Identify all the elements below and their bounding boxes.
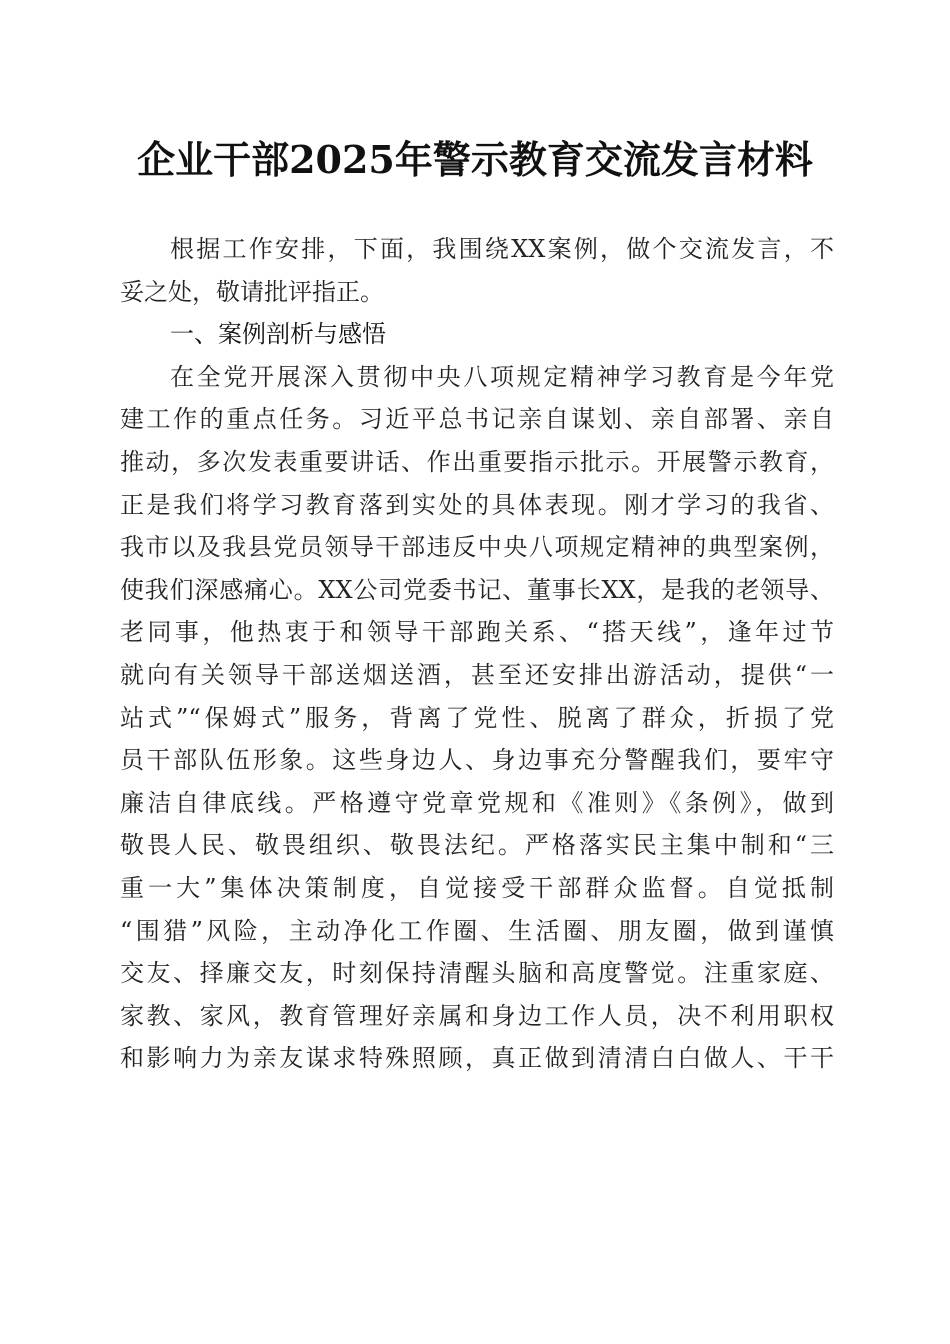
paragraph-line: 员干部队伍形象。这些身边人、身边事充分警醒我们，要牢守 — [120, 746, 834, 775]
paragraph-line: 家教、家风，教育管理好亲属和身边工作人员，决不利用职权 — [120, 1001, 834, 1030]
paragraph-line: 我市以及我县党员领导干部违反中央八项规定精神的典型案例， — [120, 533, 834, 562]
paragraph-line: 廉洁自律底线。严格遵守党章党规和《准则》《条例》，做到 — [120, 788, 834, 817]
paragraph-line: 和影响力为亲友谋求特殊照顾，真正做到清清白白做人、干干 — [120, 1044, 834, 1073]
paragraph-line: “围猎”风险，主动净化工作圈、生活圈、朋友圈，做到谨慎 — [120, 916, 834, 945]
paragraph-line: 就向有关领导干部送烟送酒，甚至还安排出游活动，提供“一 — [120, 660, 834, 689]
paragraph-line: 在全党开展深入贯彻中央八项规定精神学习教育是今年党 — [170, 362, 834, 391]
paragraph-line: 推动，多次发表重要讲话、作出重要指示批示。开展警示教育， — [120, 447, 834, 476]
paragraph-line: 建工作的重点任务。习近平总书记亲自谋划、亲自部署、亲自 — [120, 405, 834, 434]
document-body — [120, 228, 834, 1080]
paragraph-line: 根据工作安排，下面，我围绕XX案例，做个交流发言，不 — [170, 235, 834, 263]
paragraph-line: 老同事，他热衷于和领导干部跑关系、“搭天线”，逢年过节 — [120, 618, 834, 647]
paragraph-line: 使我们深感痛心。XX公司党委书记、董事长XX，是我的老领导、 — [120, 575, 834, 604]
section-heading: 一、案例剖析与感悟 — [170, 320, 386, 349]
paragraph-line: 敬畏人民、敬畏组织、敬畏法纪。严格落实民主集中制和“三 — [120, 831, 834, 860]
document-title: 企业干部2025年警示教育交流发言材料 — [137, 137, 813, 182]
paragraph-line: 站式”“保姆式”服务，背离了党性、脱离了群众，折损了党 — [120, 703, 834, 732]
paragraph-line: 妥之处，敬请批评指正。 — [120, 277, 384, 306]
paragraph-line: 正是我们将学习教育落到实处的具体表现。刚才学习的我省、 — [120, 490, 834, 519]
paragraph-line: 交友、择廉交友，时刻保持清醒头脑和高度警觉。注重家庭、 — [120, 959, 834, 988]
paragraph-line: 重一大”集体决策制度，自觉接受干部群众监督。自觉抵制 — [120, 873, 834, 902]
